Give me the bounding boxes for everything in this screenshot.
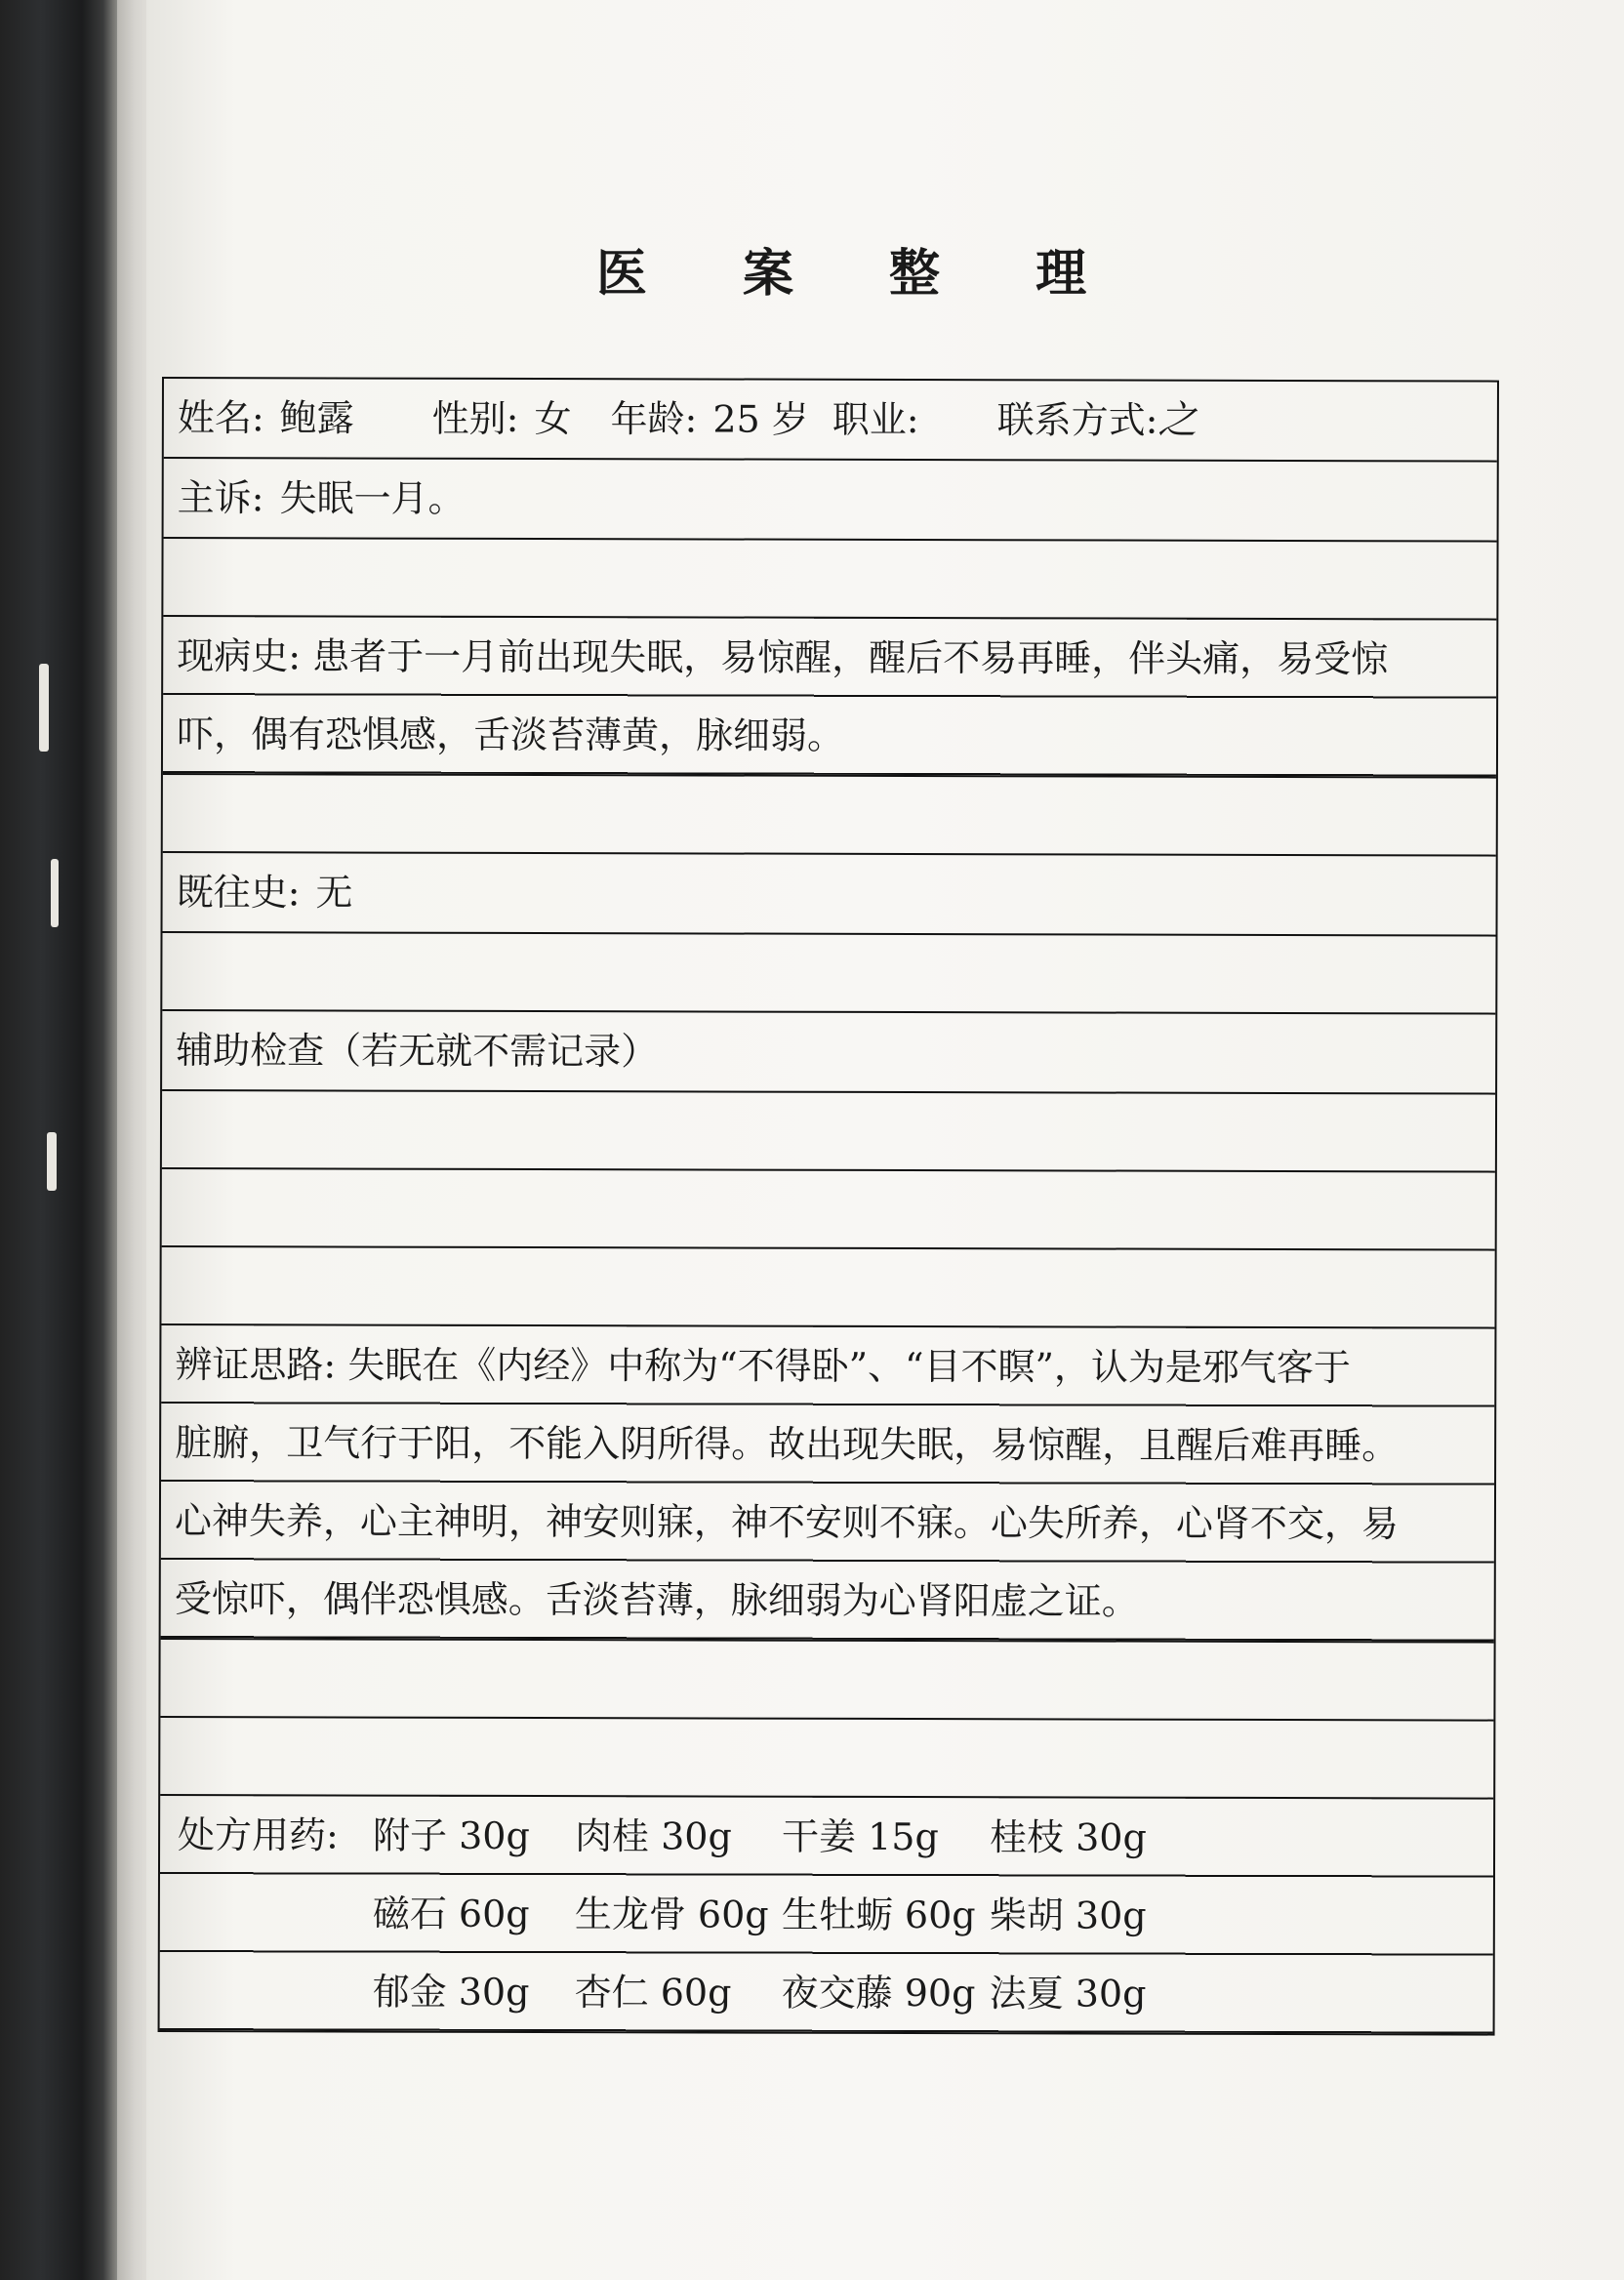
drug-item: 郁金 30g [372, 1970, 530, 2014]
contact-label: 联系方式: [996, 398, 1158, 442]
auxiliary-exam-row [162, 1011, 1495, 1095]
past-history-row [163, 853, 1496, 937]
page-title: 医 案 整 理 [595, 244, 1126, 304]
drug-item: 肉桂 30g [575, 1814, 732, 1858]
chief-complaint-label: 主诉: [177, 476, 264, 520]
blank-row [161, 1247, 1494, 1329]
drug-item: 生牡蛎 60g [781, 1893, 976, 1937]
drug-item: 夜交藤 90g [781, 1971, 976, 2015]
blank-row [160, 1640, 1493, 1722]
drug-item: 柴胡 30g [989, 1893, 1147, 1937]
present-illness-line: 吓，偶有恐惧感，舌淡苔薄黄，脉细弱。 [176, 712, 845, 757]
book-binding [0, 0, 117, 2280]
drug-item: 生龙骨 60g [574, 1893, 769, 1936]
differentiation-line: 辨证思路: 失眠在《内经》中称为“不得卧”、“目不瞑”，认为是邪气客于 [175, 1343, 1351, 1390]
differentiation-line: 心神失养，心主神明，神安则寐，神不安则不寐。心失所养，心肾不交，易 [174, 1499, 1400, 1546]
drug-item: 桂枝 30g [990, 1815, 1147, 1859]
differentiation-section [161, 1325, 1495, 1644]
name-label: 姓名: [177, 396, 264, 440]
prescription-row [160, 1796, 1493, 1878]
blank-row [163, 775, 1496, 857]
prescription-row [160, 1874, 1493, 1956]
patient-age: 25 岁 [712, 397, 809, 441]
patient-sex: 女 [534, 396, 572, 441]
patient-info-row [164, 379, 1497, 463]
drug-item: 杏仁 60g [574, 1971, 732, 2015]
binding-mark [51, 859, 59, 927]
auxiliary-exam-label: 辅助检查（若无就不需记录） [176, 1029, 659, 1074]
past-history-label: 既往史: [176, 871, 301, 915]
past-history-text: 无 [315, 871, 353, 915]
prescription-section [160, 1796, 1494, 2034]
blank-row [162, 1169, 1495, 1251]
patient-name: 鲍露 [279, 396, 354, 440]
blank-row [163, 539, 1496, 621]
occupation-label: 职业: [832, 397, 919, 442]
blank-row [160, 1718, 1493, 1800]
blank-row [162, 933, 1495, 1015]
drug-item: 法夏 30g [989, 1972, 1147, 2015]
patient-contact: 之 [1157, 397, 1198, 443]
drug-item: 磁石 60g [372, 1892, 530, 1935]
age-label: 年龄: [610, 397, 698, 441]
drug-item: 干姜 15g [782, 1814, 939, 1859]
differentiation-line: 脏腑，卫气行于阳，不能入阴所得。故出现失眠，易惊醒，且醒后难再睡。 [175, 1421, 1400, 1468]
present-illness-line: 现病史: 患者于一月前出现失眠，易惊醒，醒后不易再睡，伴头痛，易受惊 [177, 634, 1389, 681]
binding-mark [39, 664, 49, 752]
sex-label: 性别: [431, 396, 519, 440]
prescription-label: 处方用药: [178, 1813, 339, 1857]
chief-complaint-row [164, 459, 1497, 543]
blank-row [162, 1091, 1495, 1173]
present-illness-section [163, 617, 1496, 779]
medical-record-form [158, 377, 1499, 2036]
chief-complaint-text: 失眠一月。 [279, 476, 466, 520]
prescription-row [160, 1952, 1493, 2034]
drug-item: 附子 30g [373, 1813, 530, 1857]
binding-mark [47, 1132, 57, 1191]
differentiation-line: 受惊吓，偶伴恐惧感。舌淡苔薄，脉细弱为心肾阳虚之证。 [174, 1577, 1139, 1623]
